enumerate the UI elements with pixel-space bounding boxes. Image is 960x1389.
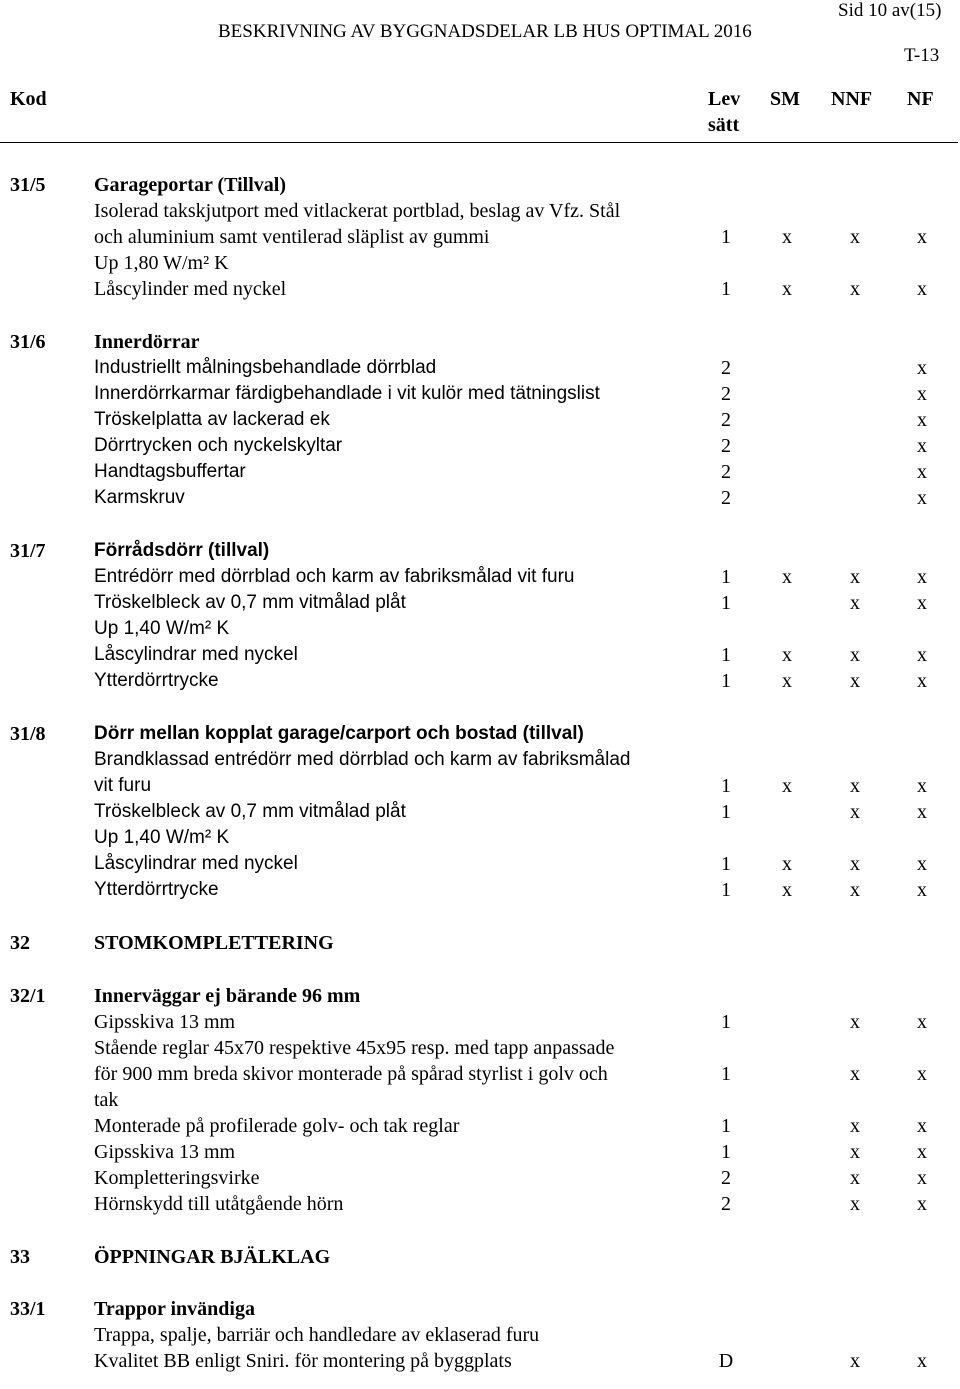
- section-heading: ÖPPNINGAR BJÄLKLAG: [94, 1246, 331, 1268]
- row-description: Up 1,40 W/m² K: [94, 827, 230, 848]
- row-description: Kvalitet BB enligt Sniri. för montering på byggplats: [94, 1350, 512, 1372]
- lev-satt-value: 1: [721, 775, 731, 797]
- page-number: Sid 10 av(15): [838, 0, 942, 21]
- row-description: Tröskelbleck av 0,7 mm vitmålad plåt: [94, 592, 406, 613]
- row-description: Gipsskiva 13 mm: [94, 1011, 236, 1033]
- row-code: 31/7: [10, 540, 46, 562]
- row-description: vit furu: [94, 775, 152, 796]
- nnf-value: x: [850, 670, 860, 692]
- nf-value: x: [917, 1167, 927, 1189]
- nnf-value: x: [850, 853, 860, 875]
- row-description: Tröskelplatta av lackerad ek: [94, 409, 330, 430]
- lev-satt-value: 1: [721, 644, 731, 666]
- section-heading: STOMKOMPLETTERING: [94, 932, 334, 954]
- row-description: Up 1,40 W/m² K: [94, 618, 230, 639]
- section-heading: Garageportar (Tillval): [94, 174, 287, 196]
- lev-satt-value: 1: [721, 592, 731, 614]
- row-description: Tröskelbleck av 0,7 mm vitmålad plåt: [94, 801, 406, 822]
- row-description: Ytterdörrtrycke: [94, 879, 219, 900]
- section-heading: Förrådsdörr (tillval): [94, 540, 270, 561]
- sm-value: x: [782, 278, 792, 300]
- lev-satt-value: 2: [721, 487, 731, 509]
- row-description: Stående reglar 45x70 respektive 45x95 resp. med tapp anpassade: [94, 1037, 615, 1059]
- sm-value: x: [782, 226, 792, 248]
- nf-value: x: [917, 801, 927, 823]
- nnf-value: x: [850, 801, 860, 823]
- lev-satt-value: 1: [721, 566, 731, 588]
- nf-value: x: [917, 879, 927, 901]
- nf-value: x: [917, 1193, 927, 1215]
- row-code: 31/5: [10, 174, 46, 196]
- document-code: T-13: [904, 45, 940, 66]
- nf-value: x: [917, 1350, 927, 1372]
- nf-value: x: [917, 566, 927, 588]
- column-header-nnf: NNF: [831, 88, 873, 110]
- row-description: Trappa, spalje, barriär och handledare av eklaserad furu: [94, 1324, 540, 1346]
- lev-satt-value: 2: [721, 383, 731, 405]
- lev-satt-value: 2: [721, 357, 731, 379]
- section-heading: Trappor invändiga: [94, 1298, 255, 1320]
- row-description: Kompletteringsvirke: [94, 1167, 260, 1189]
- row-description: för 900 mm breda skivor monterade på spårad styrlist i golv och: [94, 1063, 608, 1085]
- lev-satt-value: 1: [721, 278, 731, 300]
- lev-satt-value: 2: [721, 409, 731, 431]
- lev-satt-value: 2: [721, 1167, 731, 1189]
- nnf-value: x: [850, 775, 860, 797]
- lev-satt-value: 1: [721, 1063, 731, 1085]
- row-code: 32/1: [10, 985, 46, 1007]
- nf-value: x: [917, 409, 927, 431]
- row-description: Ytterdörrtrycke: [94, 670, 219, 691]
- row-description: Låscylindrar med nyckel: [94, 853, 298, 874]
- lev-satt-value: 1: [721, 1115, 731, 1137]
- column-header-sm: SM: [770, 88, 800, 110]
- row-description: Industriellt målningsbehandlade dörrblad: [94, 357, 437, 378]
- nf-value: x: [917, 1063, 927, 1085]
- nnf-value: x: [850, 1011, 860, 1033]
- section-heading: Dörr mellan kopplat garage/carport och bostad (tillval): [94, 723, 584, 744]
- column-header-nf: NF: [907, 88, 934, 110]
- row-code: 31/8: [10, 723, 46, 745]
- section-heading: Innerväggar ej bärande 96 mm: [94, 985, 361, 1007]
- lev-satt-value: 1: [721, 853, 731, 875]
- nnf-value: x: [850, 278, 860, 300]
- nnf-value: x: [850, 644, 860, 666]
- row-description: Karmskruv: [94, 487, 185, 508]
- lev-satt-value: 1: [721, 801, 731, 823]
- row-description: Gipsskiva 13 mm: [94, 1141, 236, 1163]
- row-code: 33/1: [10, 1298, 46, 1320]
- header-divider: [0, 142, 958, 143]
- lev-satt-value: 1: [721, 670, 731, 692]
- column-header-lev: Lev: [708, 88, 741, 110]
- sm-value: x: [782, 566, 792, 588]
- lev-satt-value: 1: [721, 1141, 731, 1163]
- nnf-value: x: [850, 1193, 860, 1215]
- row-description: Innerdörrkarmar färdigbehandlade i vit kulör med tätningslist: [94, 383, 600, 404]
- column-header-satt: sätt: [708, 114, 740, 136]
- nf-value: x: [917, 670, 927, 692]
- nf-value: x: [917, 853, 927, 875]
- row-description: Handtagsbuffertar: [94, 461, 246, 482]
- nf-value: x: [917, 1011, 927, 1033]
- section-heading: Innerdörrar: [94, 331, 200, 353]
- row-description: Entrédörr med dörrblad och karm av fabriksmålad vit furu: [94, 566, 575, 587]
- row-description: Monterade på profilerade golv- och tak reglar: [94, 1115, 460, 1137]
- row-description: Dörrtrycken och nyckelskyltar: [94, 435, 343, 456]
- row-description: Isolerad takskjutport med vitlackerat portblad, beslag av Vfz. Stål: [94, 200, 621, 222]
- nf-value: x: [917, 435, 927, 457]
- nnf-value: x: [850, 879, 860, 901]
- nnf-value: x: [850, 1350, 860, 1372]
- sm-value: x: [782, 670, 792, 692]
- row-description: Brandklassad entrédörr med dörrblad och karm av fabriksmålad: [94, 749, 631, 770]
- nf-value: x: [917, 383, 927, 405]
- row-description: Låscylinder med nyckel: [94, 278, 287, 300]
- row-code: 33: [10, 1246, 30, 1268]
- nnf-value: x: [850, 1141, 860, 1163]
- nf-value: x: [917, 357, 927, 379]
- nf-value: x: [917, 487, 927, 509]
- lev-satt-value: 1: [721, 226, 731, 248]
- nf-value: x: [917, 775, 927, 797]
- row-description: och aluminium samt ventilerad släplist av gummi: [94, 226, 490, 248]
- lev-satt-value: 2: [721, 1193, 731, 1215]
- document-title: BESKRIVNING AV BYGGNADSDELAR LB HUS OPTIMAL 2016: [218, 21, 752, 42]
- row-description: Hörnskydd till utåtgående hörn: [94, 1193, 344, 1215]
- lev-satt-value: 2: [721, 461, 731, 483]
- lev-satt-value: 1: [721, 879, 731, 901]
- nf-value: x: [917, 278, 927, 300]
- row-description: tak: [94, 1089, 119, 1111]
- sm-value: x: [782, 853, 792, 875]
- nf-value: x: [917, 1115, 927, 1137]
- nf-value: x: [917, 644, 927, 666]
- nnf-value: x: [850, 1167, 860, 1189]
- lev-satt-value: D: [718, 1350, 734, 1372]
- sm-value: x: [782, 644, 792, 666]
- row-code: 31/6: [10, 331, 46, 353]
- nnf-value: x: [850, 1115, 860, 1137]
- row-description: Up 1,80 W/m² K: [94, 252, 229, 274]
- nf-value: x: [917, 226, 927, 248]
- lev-satt-value: 2: [721, 435, 731, 457]
- nnf-value: x: [850, 592, 860, 614]
- nf-value: x: [917, 592, 927, 614]
- lev-satt-value: 1: [721, 1011, 731, 1033]
- nnf-value: x: [850, 566, 860, 588]
- nf-value: x: [917, 1141, 927, 1163]
- sm-value: x: [782, 879, 792, 901]
- sm-value: x: [782, 775, 792, 797]
- nf-value: x: [917, 461, 927, 483]
- column-header-kod: Kod: [10, 88, 47, 110]
- row-description: Låscylindrar med nyckel: [94, 644, 298, 665]
- nnf-value: x: [850, 1063, 860, 1085]
- row-code: 32: [10, 932, 30, 954]
- nnf-value: x: [850, 226, 860, 248]
